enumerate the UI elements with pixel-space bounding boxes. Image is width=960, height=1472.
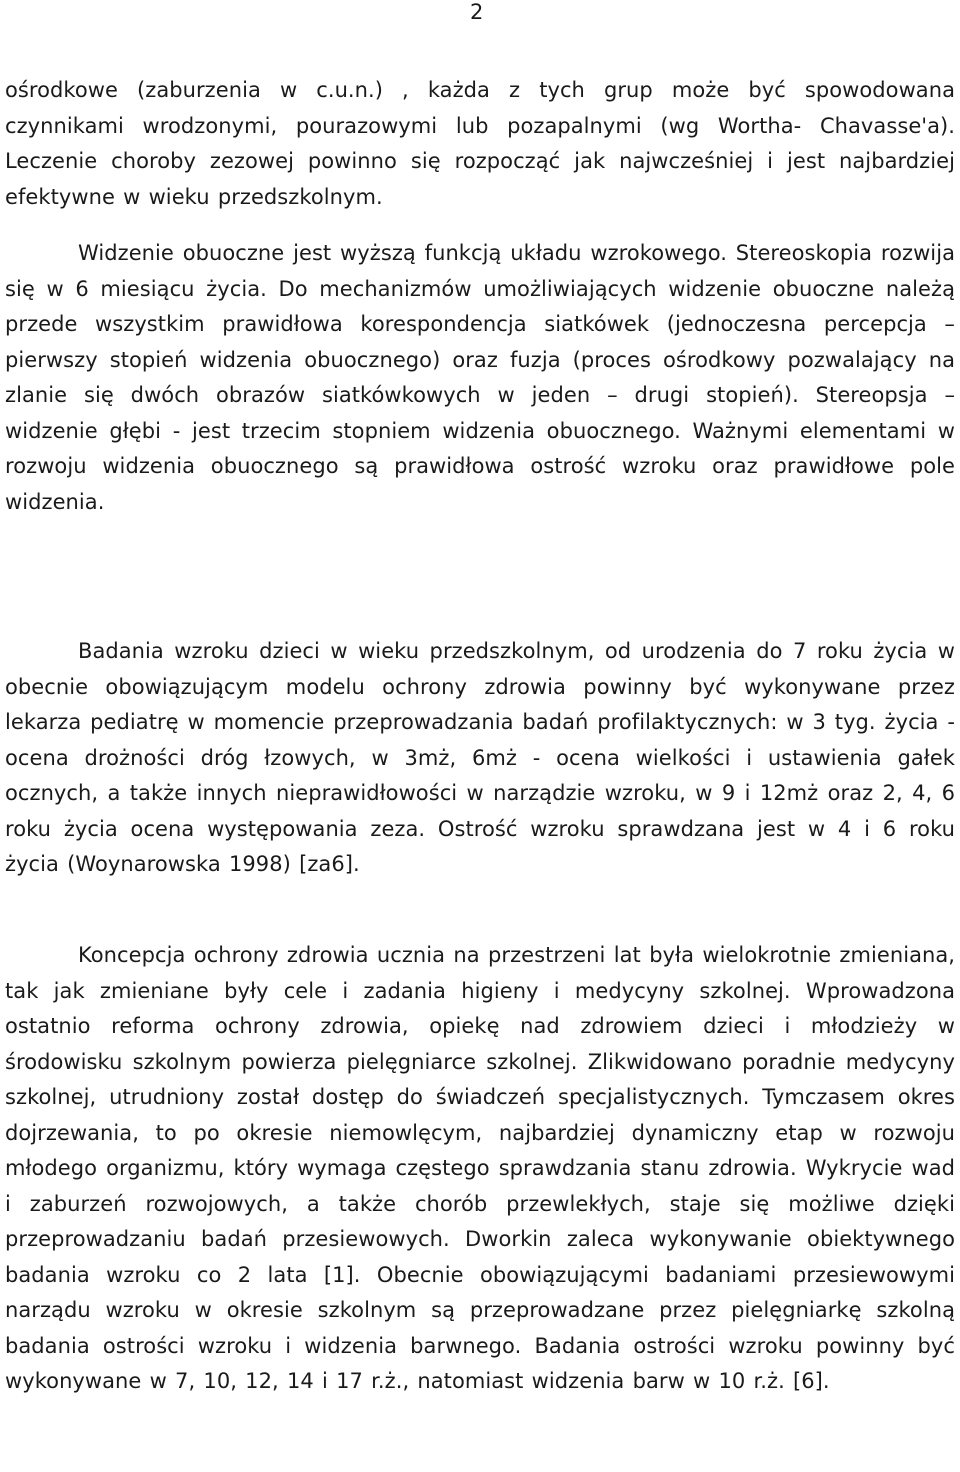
paragraph-preschool-screening: Badania wzroku dzieci w wieku przedszkolnym, od urodzenia do 7 roku życia w obecnie obowiązującym modelu ochrony zdrowia powinny być wykonywane przez lekarza pediatrę w momencie przeprowadzania badań profilaktycznych: w 3 tyg. życia - ocena drożności dróg łzowych, w 3mż, 6mż - ocena wielkości i ustawienia gałek ocznych, a także innych nieprawidłowości w narządzie wzroku, w 9 i 12mż oraz 2, 4, 6 roku życia ocena występowania zeza. Ostrość wzroku sprawdzana jest w 4 i 6 roku życia (Woynarowska 1998) [za6]. xyxy=(5,639,955,876)
paragraph-binocular-vision: Widzenie obuoczne jest wyższą funkcją układu wzrokowego. Stereoskopia rozwija się w 6 miesiącu życia. Do mechanizmów umożliwiających widzenie obuoczne należą przede wszystkim prawidłowa korespondencja siatkówek (jednoczesna percepcja – pierwszy stopień widzenia obuocznego) oraz fuzja (proces ośrodkowy pozwalający na zlanie się dwóch obrazów siatkówkowych w jeden – drugi stopień). Stereopsja – widzenie głębi - jest trzecim stopniem widzenia obuocznego. Ważnymi elementami w rozwoju widzenia obuocznego są prawidłowa ostrość wzroku oraz prawidłowe pole widzenia. xyxy=(5,241,955,514)
paragraph-school-health: Koncepcja ochrony zdrowia ucznia na przestrzeni lat była wielokrotnie zmieniana, tak jak zmieniane były cele i zadania higieny i medycyny szkolnej. Wprowadzona ostatnio reforma ochrony zdrowia, opiekę nad zdrowiem dzieci i młodzieży w środowisku szkolnym powierza pielęgniarce szkolnej. Zlikwidowano poradnie medycyny szkolnej, utrudniony został dostęp do świadczeń specjalistycznych. Tymczasem okres dojrzewania, to po okresie niemowlęcym, najbardziej dynamiczny etap w rozwoju młodego organizmu, który wymaga częstego sprawdzania stanu zdrowia. Wykrycie wad i zaburzeń rozwojowych, a także chorób przewlekłych, staje się możliwe dzięki przeprowadzaniu badań przesiewowych. Dworkin zaleca wykonywanie obiektywnego badania wzroku co 2 lata [1]. Obecnie obowiązującymi badaniami przesiewowymi narządu wzroku w okresie szkolnym są przeprowadzane przez pielęgniarkę szkolną badania ostrości wzroku i widzenia barwnego. Badania ostrości wzroku powinny być wykonywane w 7, 10, 12, 14 i 17 r.ż., natomiast widzenia barw w 10 r.ż. [6]. xyxy=(5,943,955,1393)
paragraph-strabismus: ośrodkowe (zaburzenia w c.u.n.) , każda z tych grup może być spowodowana czynnikami wrodzonymi, pourazowymi lub pozapalnymi (wg Wortha- Chavasse'a). Leczenie choroby zezowej powinno się rozpocząć jak najwcześniej i jest najbardziej efektywne w wieku przedszkolnym. xyxy=(5,78,955,209)
page-number: 2 xyxy=(470,0,484,24)
